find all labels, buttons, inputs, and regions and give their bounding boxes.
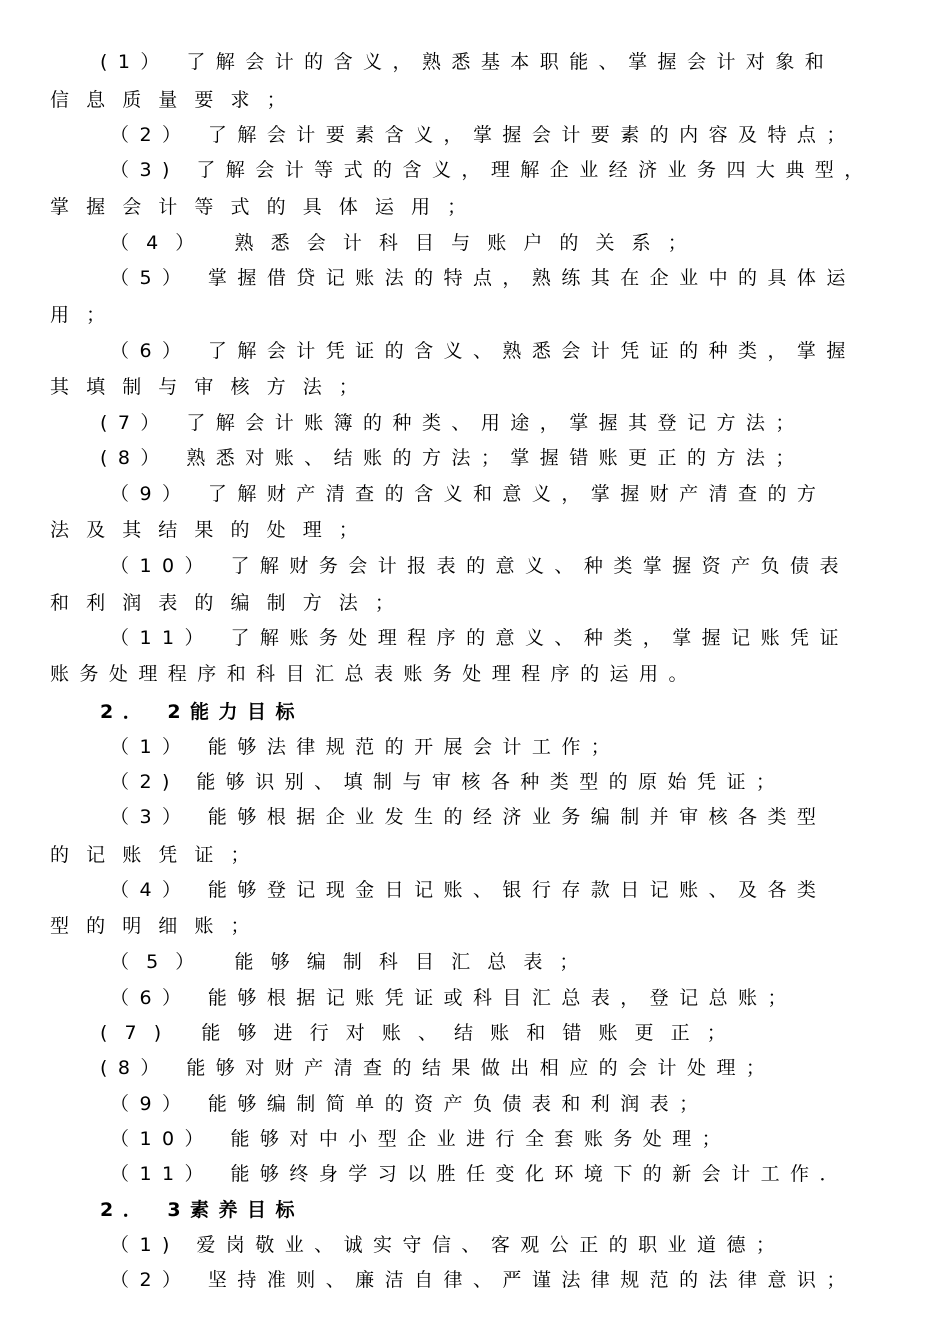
ability-line: 的记账凭证； bbox=[50, 844, 267, 866]
ability-line: (7) 能够进行对账、结账和错账更正； bbox=[100, 1022, 743, 1044]
ability-line: （11） 能够终身学习以胜任变化环境下的新会计工作． bbox=[110, 1163, 849, 1185]
section-heading-quality: 2． 3素养目标 bbox=[100, 1199, 305, 1221]
knowledge-line: （11） 了解账务处理程序的意义、种类，掌握记账凭证 bbox=[110, 627, 849, 649]
ability-line: （5） 能够编制科目汇总表； bbox=[110, 951, 596, 973]
knowledge-line: (7） 了解会计账簿的种类、用途，掌握其登记方法； bbox=[100, 412, 805, 434]
knowledge-line: 账务处理程序和科目汇总表账务处理程序的运用。 bbox=[50, 663, 698, 685]
quality-line: （1) 爱岗敬业、诚实守信、客观公正的职业道德； bbox=[110, 1234, 786, 1256]
knowledge-line: 用； bbox=[50, 304, 123, 326]
knowledge-line: （4） 熟悉会计科目与账户的关系； bbox=[110, 232, 704, 254]
knowledge-line: （2） 了解会计要素含义，掌握会计要素的内容及特点； bbox=[110, 124, 856, 146]
ability-line: （2) 能够识别、填制与审核各种类型的原始凭证； bbox=[110, 771, 786, 793]
ability-line: 型的明细账； bbox=[50, 915, 267, 937]
ability-line: （4） 能够登记现金日记账、银行存款日记账、及各类 bbox=[110, 879, 827, 901]
knowledge-line: 其填制与审核方法； bbox=[50, 376, 375, 398]
knowledge-line: （6） 了解会计凭证的含义、熟悉会计凭证的种类，掌握 bbox=[110, 340, 856, 362]
ability-line: （9） 能够编制简单的资产负债表和利润表； bbox=[110, 1093, 709, 1115]
ability-line: （1） 能够法律规范的开展会计工作； bbox=[110, 736, 621, 758]
knowledge-line: （5） 掌握借贷记账法的特点，熟练其在企业中的具体运 bbox=[110, 267, 856, 289]
knowledge-line: 信息质量要求； bbox=[50, 89, 303, 111]
ability-line: （10） 能够对中小型企业进行全套账务处理； bbox=[110, 1128, 732, 1150]
knowledge-line: （9） 了解财产清查的含义和意义，掌握财产清查的方 bbox=[110, 483, 827, 505]
section-heading-ability: 2． 2能力目标 bbox=[100, 701, 305, 723]
ability-line: （3） 能够根据企业发生的经济业务编制并审核各类型 bbox=[110, 806, 827, 828]
knowledge-line: 法及其结果的处理； bbox=[50, 519, 375, 541]
quality-line: （2） 坚持准则、廉洁自律、严谨法律规范的法律意识； bbox=[110, 1269, 856, 1291]
knowledge-line: 掌握会计等式的具体运用； bbox=[50, 196, 484, 218]
ability-line: （6） 能够根据记账凭证或科目汇总表，登记总账； bbox=[110, 987, 797, 1009]
knowledge-line: (1） 了解会计的含义，熟悉基本职能、掌握会计对象和 bbox=[100, 51, 835, 73]
knowledge-line: 和利润表的编制方法； bbox=[50, 592, 412, 614]
ability-line: (8） 能够对财产清查的结果做出相应的会计处理； bbox=[100, 1057, 776, 1079]
knowledge-line: (8） 熟悉对账、结账的方法；掌握错账更正的方法； bbox=[100, 447, 805, 469]
knowledge-line: （10） 了解财务会计报表的意义、种类掌握资产负债表 bbox=[110, 555, 849, 577]
knowledge-line: （3) 了解会计等式的含义，理解企业经济业务四大典型， bbox=[110, 159, 874, 181]
